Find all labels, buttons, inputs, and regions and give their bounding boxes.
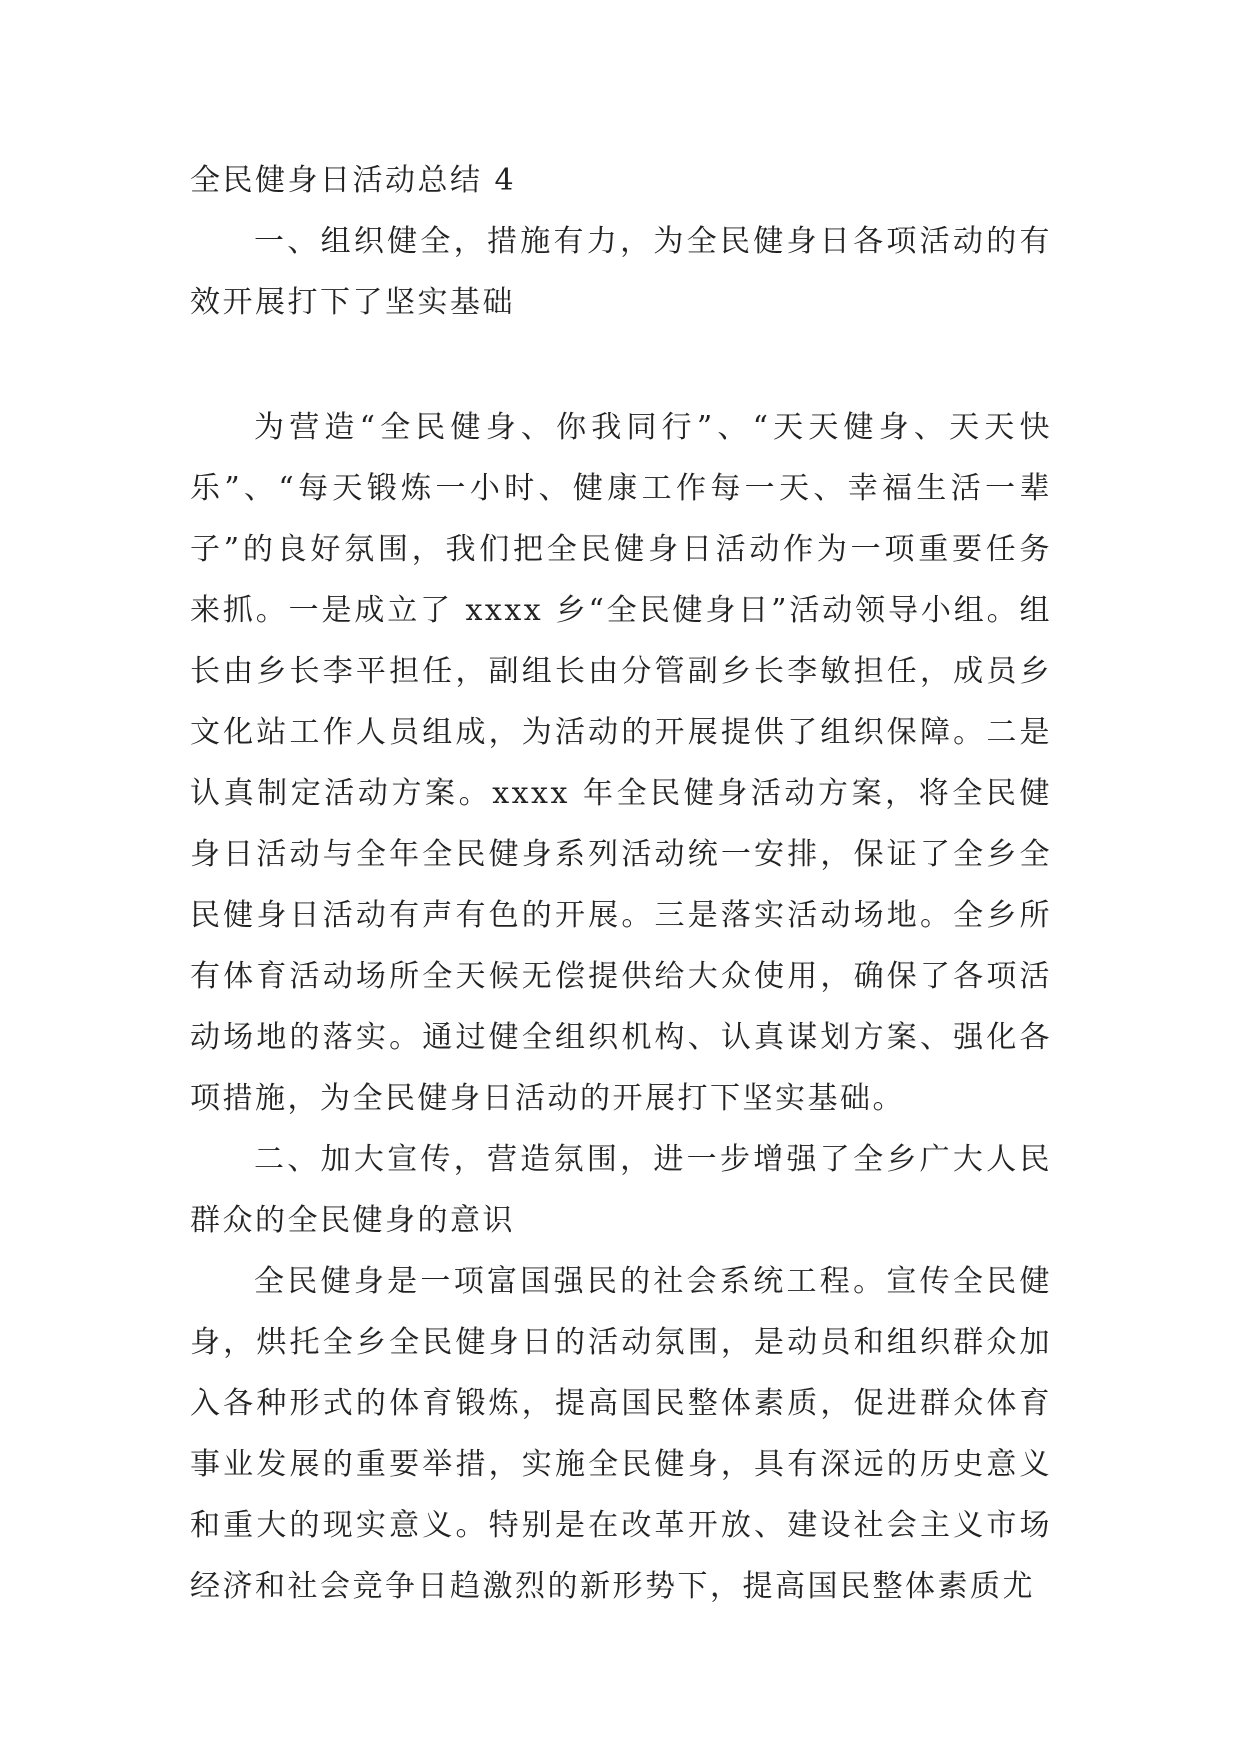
document-title: 全民健身日活动总结 4	[190, 163, 517, 198]
document-content	[190, 150, 1052, 1617]
section-2-heading: 二、加大宣传，营造氛围，进一步增强了全乡广大人民群众的全民健身的意识	[190, 1142, 1052, 1238]
section-1-body: 为营造“全民健身、你我同行”、“天天健身、天天快乐”、“每天锻炼一小时、健康工作每一天、幸福生活一辈子”的良好氛围，我们把全民健身日活动作为一项重要任务来抓。一是成立了 xxxx 乡“全民健身日”活动领导小组。组长由乡长李平担任，副组长由分管副乡长李敏担任，成员乡文化站工作人员组成，为活动的开展提供了组织保障。二是认真制定活动方案。xxxx 年全民健身活动方案，将全民健身日活动与全年全民健身系列活动统一安排，保证了全乡全民健身日活动有声有色的开展。三是落实活动场地。全乡所有体育活动场所全天候无偿提供给大众使用，确保了各项活动场地的落实。通过健全组织机构、认真谋划方案、强化各项措施，为全民健身日活动的开展打下坚实基础。	[190, 410, 1052, 1116]
section-2-body: 全民健身是一项富国强民的社会系统工程。宣传全民健身，烘托全乡全民健身日的活动氛围，是动员和组织群众加入各种形式的体育锻炼，提高国民整体素质，促进群众体育事业发展的重要举措，实施全民健身，具有深远的历史意义和重大的现实意义。特别是在改革开放、建设社会主义市场经济和社会竞争日趋激烈的新形势下，提高国民整体素质尤	[190, 1264, 1052, 1604]
section-gap	[190, 333, 1052, 397]
section-1-heading: 一、组织健全，措施有力，为全民健身日各项活动的有效开展打下了坚实基础	[190, 224, 1052, 320]
